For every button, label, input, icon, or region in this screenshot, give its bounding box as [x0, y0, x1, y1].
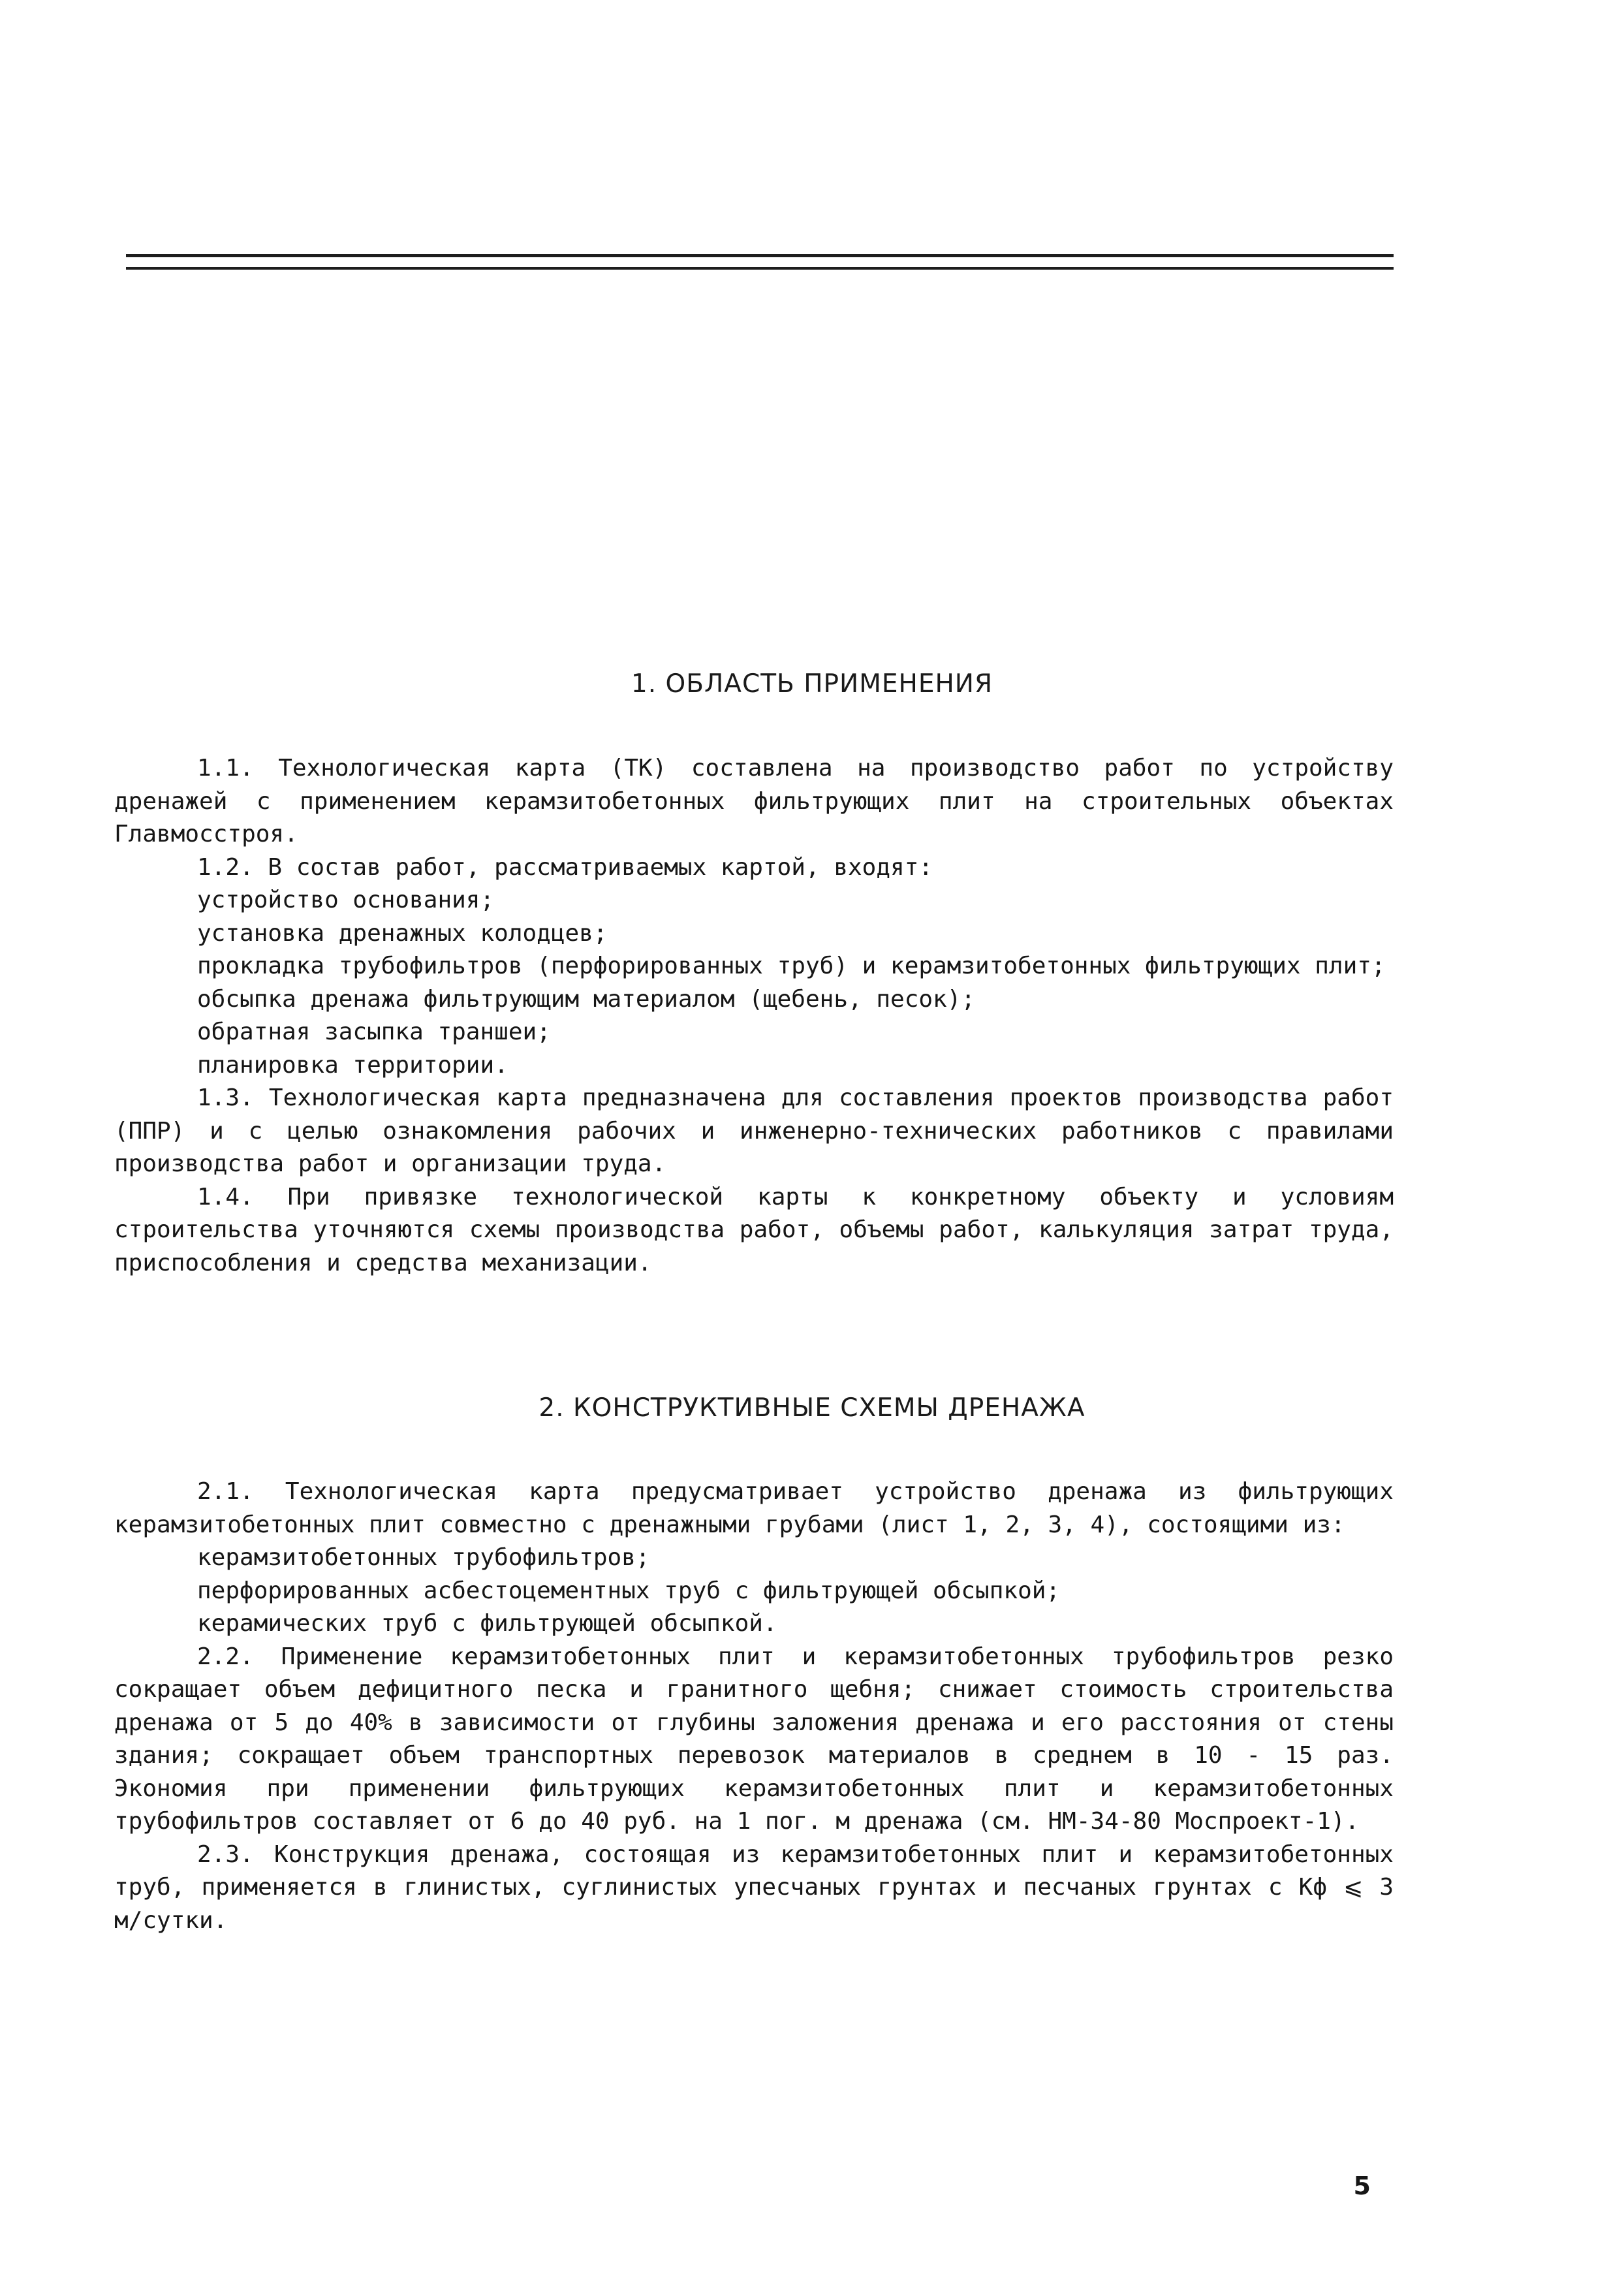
paragraph-2-1: 2.1. Технологическая карта предусматривает устройство дренажа из фильтрующих керамзитобетонных плит совместно с дренажными грубами (лист 1, 2, 3, 4), состоящими из: [114, 1478, 1394, 1538]
list-item: планировка территории. [197, 1051, 508, 1079]
section-2-heading: 2. КОНСТРУКТИВНЫЕ СХЕМЫ ДРЕНАЖА [539, 1393, 1085, 1423]
paragraph-1-4: 1.4. При привязке технологической карты к конкретному объекту и условиям строительства уточняются схемы производства работ, объемы работ, калькуляция затрат труда, приспособления и средства механизации. [114, 1183, 1394, 1276]
page-number: 5 [1353, 2172, 1371, 2200]
list-item: обратная засыпка траншеи; [197, 1019, 551, 1045]
header-rule-bottom [126, 267, 1394, 270]
paragraph-2-3: 2.3. Конструкция дренажа, состоящая из керамзитобетонных плит и керамзитобетонных труб, применяется в глинистых, суглинистых упесчаных грунтах и песчаных грунтах с Кф ⩽ 3 м/сутки. [114, 1841, 1394, 1934]
paragraph-1-1: 1.1. Технологическая карта (ТК) составлена на производство работ по устройству дренажей с применением керамзитобетонных фильтрующих плит на строительных объектах Главмосстроя. [114, 755, 1394, 847]
section-1-heading: 1. ОБЛАСТЬ ПРИМЕНЕНИЯ [631, 669, 993, 699]
list-item: обсыпка дренажа фильтрующим материалом (щебень, песок); [197, 985, 976, 1013]
list-item: керамзитобетонных трубофильтров; [197, 1544, 650, 1571]
list-item: керамических труб с фильтрующей обсыпкой. [197, 1610, 777, 1637]
list-item: устройство основания; [197, 887, 495, 913]
list-item: перфорированных асбестоцементных труб с фильтрующей обсыпкой; [197, 1577, 1061, 1604]
paragraph-2-2: 2.2. Применение керамзитобетонных плит и керамзитобетонных трубофильтров резко сокращает объем дефицитного песка и гранитного щебня; снижает стоимость строительства дренажа от 5 до 40% в зависимости от глубины заложения дренажа и его расстояния от стены здания; сокращает объем транспортных перевозок материалов в среднем в 10 - 15 раз. Экономия при применении фильтрующих керамзитобетонных плит и керамзитобетонных трубофильтров составляет от 6 до 40 руб. на 1 пог. м дренажа (см. НМ-34-80 Моспроект-1). [114, 1643, 1394, 1835]
list-item: прокладка трубофильтров (перфорированных труб) и керамзитобетонных фильтрующих плит; [197, 953, 1386, 979]
paragraph-1-2: 1.2. В состав работ, рассматриваемых картой, входят: [197, 853, 933, 881]
paragraph-1-3: 1.3. Технологическая карта предназначена для составления проектов производства работ (ППР) и с целью ознакомления рабочих и инженерно-технических работников с правилами производства работ и организации труда. [114, 1084, 1394, 1177]
section-2-body [114, 1476, 1394, 1937]
list-item: установка дренажных колодцев; [197, 919, 608, 947]
section-1-body [114, 752, 1394, 1280]
header-rule-top [126, 254, 1394, 257]
